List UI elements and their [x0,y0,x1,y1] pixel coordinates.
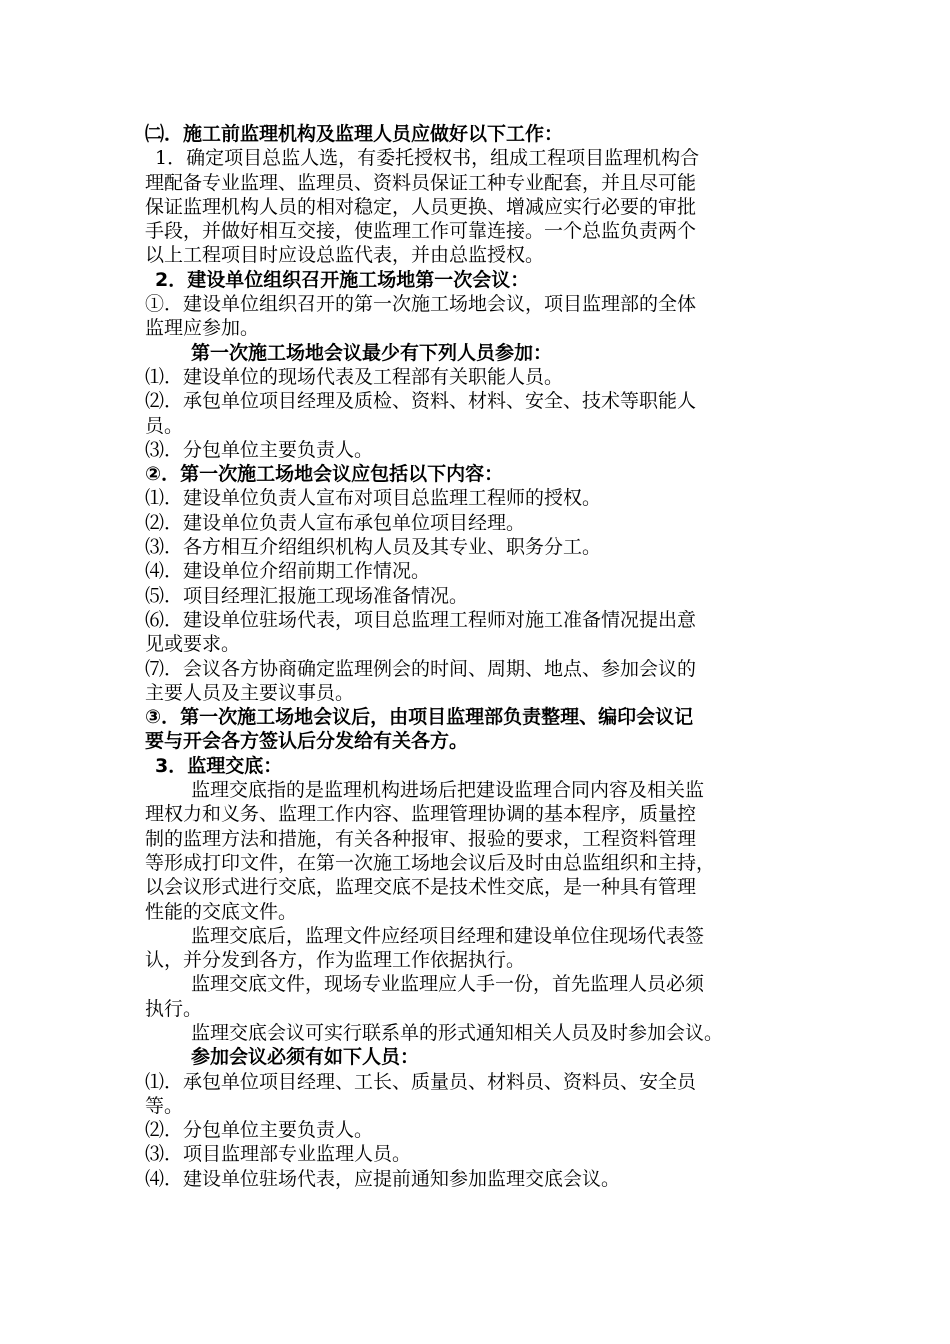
heading-line: 3．监理交底： [155,754,283,777]
text-line: 以会议形式进行交底，监理交底不是技术性交底，是一种具有管理 [145,876,697,899]
text-line: 理权力和义务、监理工作内容、监理管理协调的基本程序，质量控 [145,803,697,826]
text-line: 监理应参加。 [145,317,260,340]
heading-line: 2．建设单位组织召开施工场地第一次会议： [155,268,530,291]
text-line: 监理交底会议可实行联系单的形式通知相关人员及时参加会议。 [191,1021,724,1044]
text-line: ⑺．会议各方协商确定监理例会的时间、周期、地点、参加会议的 [145,657,697,680]
heading-line: 参加会议必须有如下人员： [191,1046,420,1069]
text-line: ⑹．建设单位驻场代表，项目总监理工程师对施工准备情况提出意 [145,608,697,631]
text-line: ⑴．建设单位负责人宣布对项目总监理工程师的授权。 [145,487,602,510]
text-line: 保证监理机构人员的相对稳定，人员更换、增减应实行必要的审批 [145,195,697,218]
text-line: ⑷．建设单位驻场代表，应提前通知参加监理交底会议。 [145,1167,621,1190]
text-line: 监理交底指的是监理机构进场后把建设监理合同内容及相关监 [191,779,705,802]
heading-line: 要与开会各方签认后分发给有关各方。 [145,730,469,753]
text-line: ①．建设单位组织召开的第一次施工场地会议，项目监理部的全体 [145,293,697,316]
text-line: ⑵．承包单位项目经理及质检、资料、材料、安全、技术等职能人 [145,390,697,413]
heading-line: ③．第一次施工场地会议后，由项目监理部负责整理、编印会议记 [145,706,694,729]
text-line: ⑴．承包单位项目经理、工长、质量员、材料员、资料员、安全员 [145,1070,697,1093]
heading-line: ②．第一次施工场地会议应包括以下内容： [145,463,504,486]
text-line: 员。 [145,414,184,437]
text-line: ⑵．分包单位主要负责人。 [145,1119,374,1142]
text-line: ⑴．建设单位的现场代表及工程部有关职能人员。 [145,365,564,388]
text-line: ⑵．建设单位负责人宣布承包单位项目经理。 [145,511,526,534]
text-line: ⑸．项目经理汇报施工现场准备情况。 [145,584,469,607]
text-line: 以上工程项目时应设总监代表，并由总监授权。 [145,244,545,267]
text-line: 监理交底后，监理文件应经项目经理和建设单位住现场代表签 [191,924,705,947]
text-line: 性能的交底文件。 [145,900,298,923]
text-line: 见或要求。 [145,633,241,656]
document-page [145,122,815,1191]
text-line: ⑷．建设单位介绍前期工作情况。 [145,560,431,583]
text-line: 主要人员及主要议事员。 [145,681,355,704]
text-line: 等。 [145,1094,184,1117]
text-line: 手段，并做好相互交接，使监理工作可靠连接。一个总监负责两个 [145,220,697,243]
text-line: 制的监理方法和措施，有关各种报审、报验的要求，工程资料管理 [145,827,697,850]
heading-line: 第一次施工场地会议最少有下列人员参加： [191,341,553,364]
text-line: ⑶．分包单位主要负责人。 [145,438,374,461]
text-line: ⑶．项目监理部专业监理人员。 [145,1143,412,1166]
heading-line: ㈡．施工前监理机构及监理人员应做好以下工作： [145,123,564,145]
text-line: 等形成打印文件，在第一次施工场地会议后及时由总监组织和主持， [145,851,716,874]
text-line: 1．确定项目总监人选，有委托授权书，组成工程项目监理机构合 [155,147,700,170]
text-line: 监理交底文件，现场专业监理应人手一份，首先监理人员必须 [191,973,705,996]
text-line: 理配备专业监理、监理员、资料员保证工种专业配套，并且尽可能 [145,171,697,194]
text-line: ⑶．各方相互介绍组织机构人员及其专业、职务分工。 [145,536,602,559]
text-line: 认，并分发到各方，作为监理工作依据执行。 [145,949,526,972]
text-line: 执行。 [145,997,203,1020]
